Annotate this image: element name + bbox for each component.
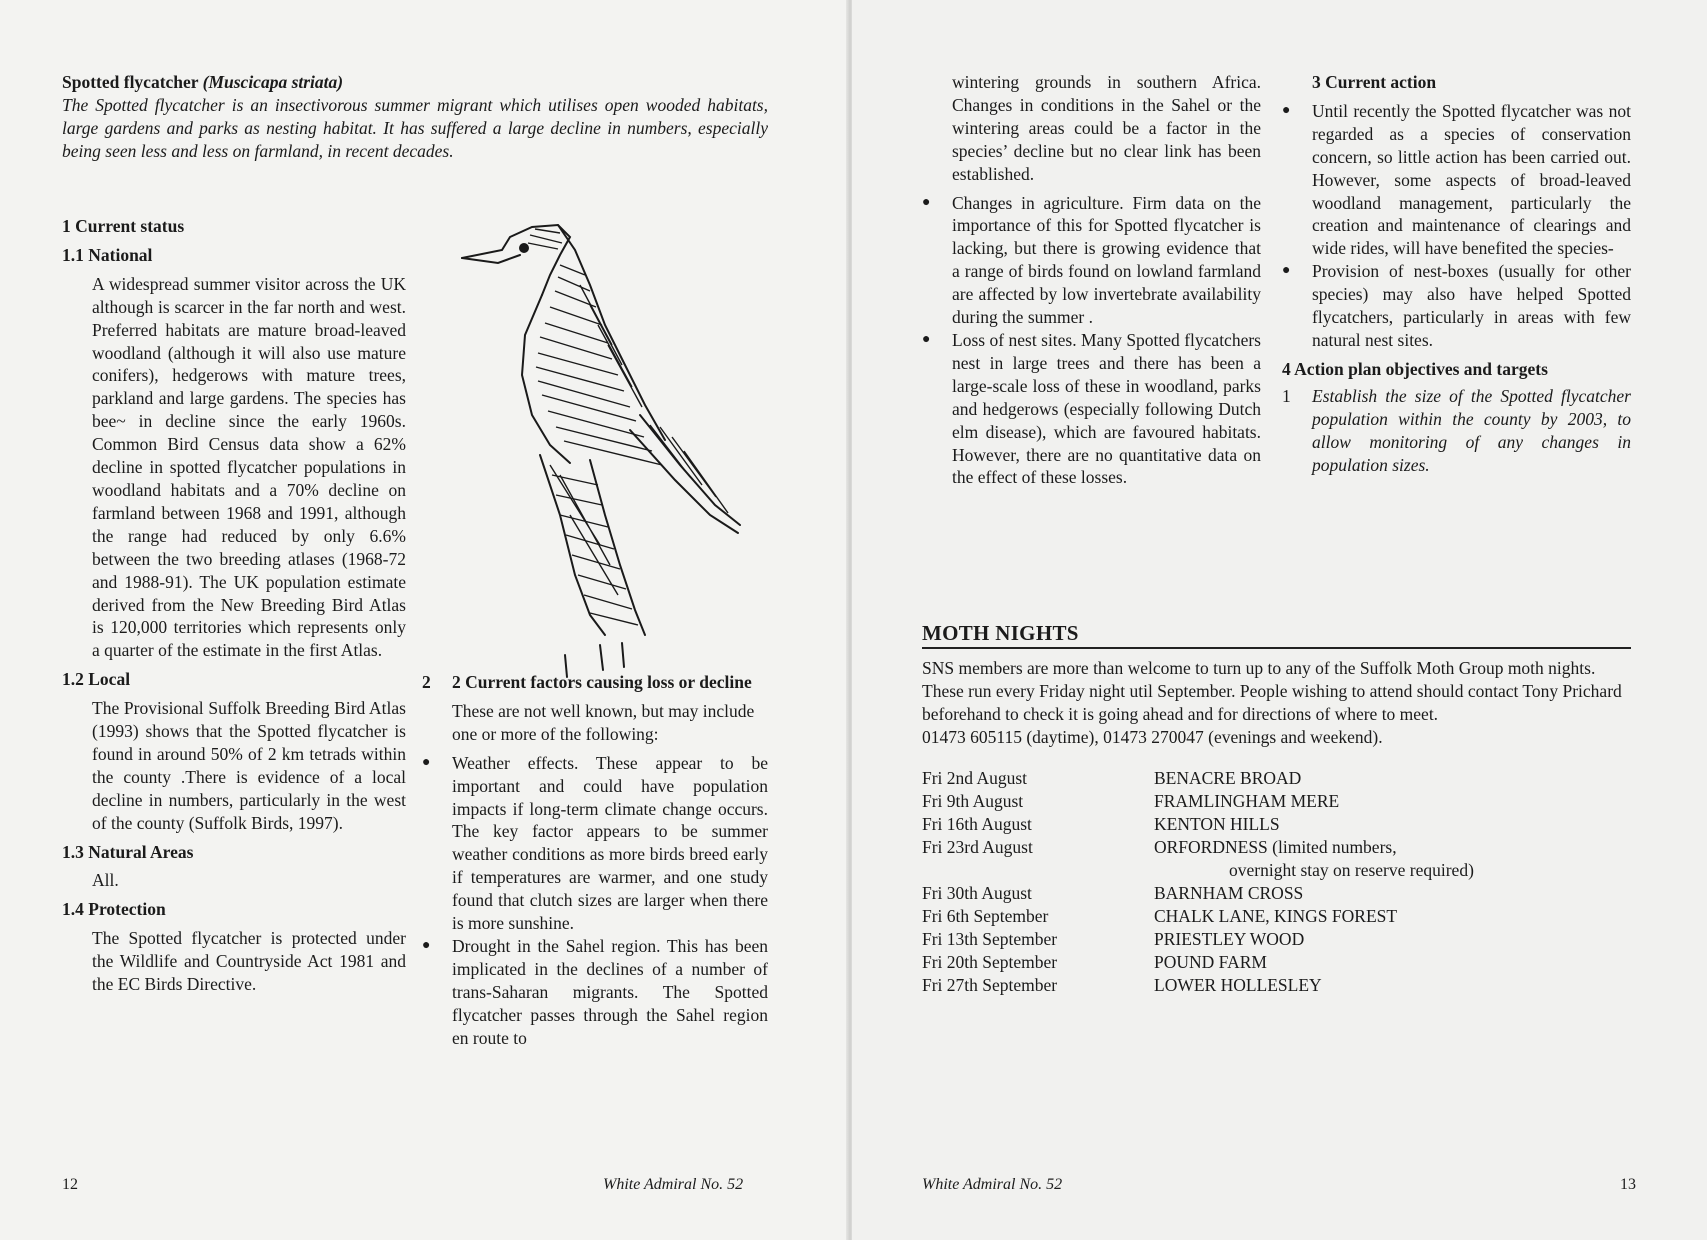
event-row [922, 813, 1474, 836]
section-1-2-heading: 1.2 Local [62, 669, 131, 690]
factor-bullet-agriculture: ● Changes in agriculture. Firm data on the importance of this for Spotted flycatcher is lacking, but there is growing evidence that a range of birds found on lowland farmland are affected by low invertebrate availability during the summer . [922, 192, 1261, 329]
event-date: Fri 16th August [922, 813, 1032, 834]
right-footer-title: White Admiral No. 52 [922, 1176, 1063, 1193]
natural-areas-text: All. [92, 870, 119, 891]
event-location: KENTON HILLS [1154, 813, 1280, 834]
section-1-4-heading: 1.4 Protection [62, 899, 166, 920]
event-date: Fri 20th September [922, 951, 1058, 972]
protection-text: The Spotted flycatcher is protected under the Wildlife and Countryside Act 1981 and the EC Birds Directive. [92, 928, 406, 995]
left-footer-title: White Admiral No. 52 [603, 1176, 744, 1193]
event-date: Fri 2nd August [922, 767, 1028, 788]
left-column [62, 215, 406, 996]
event-location: BENACRE BROAD [1154, 767, 1302, 788]
right-page-number: 13 [1620, 1176, 1636, 1193]
factors-column [422, 671, 768, 1050]
moth-contact-numbers: 01473 605115 (daytime), 01473 270047 (evenings and weekend). [922, 726, 1383, 747]
right-page [852, 0, 1707, 1240]
action-bullet-woodland: ● Until recently the Spotted flycatcher was not regarded as a species of conservation concern, so little action has been carried out. However, some aspects of broad-leaved woodland management, particularly the creation and maintenance of clearings and wide rides, will have benefited the species- [1282, 100, 1631, 260]
factor-bullet-nest-sites: ● Loss of nest sites. Many Spotted flycatchers nest in large trees and there has been a large-scale loss of these in woodland, parks and hedgerows (especially following Dutch elm disease), which are favoured habitats. However, there are no quantitative data on the effect of these losses. [922, 329, 1261, 489]
event-location: PRIESTLEY WOOD [1154, 928, 1305, 949]
event-location: BARNHAM CROSS [1154, 882, 1304, 903]
event-date: Fri 23rd August [922, 836, 1033, 857]
event-location: CHALK LANE, KINGS FOREST [1154, 905, 1398, 926]
event-row [922, 882, 1474, 905]
section-4-heading: 4 Action plan objectives and targets [1282, 358, 1548, 379]
moth-events-table [922, 767, 1474, 997]
event-location: POUND FARM [1154, 951, 1267, 972]
event-date: Fri 9th August [922, 790, 1024, 811]
moth-nights-title: MOTH NIGHTS [922, 622, 1631, 649]
spotted-flycatcher-illustration [440, 215, 750, 715]
event-date: Fri 30th August [922, 882, 1032, 903]
section-3-heading: 3 Current action [1312, 72, 1437, 92]
continued-column [922, 71, 1261, 489]
section-1-3-heading: 1.3 Natural Areas [62, 841, 194, 862]
continued-text: wintering grounds in southern Africa. Changes in conditions in the Sahel or the wintering areas could be a factor in the species’ decline but no clear link has been established. [952, 72, 1261, 184]
event-location: FRAMLINGHAM MERE [1154, 790, 1340, 811]
moth-paragraph-1: SNS members are more than welcome to turn up to any of the Suffolk Moth Group moth nights. [922, 657, 1596, 678]
moth-nights-section [922, 622, 1631, 997]
event-row [922, 928, 1474, 951]
event-row [922, 790, 1474, 813]
factors-intro: These are not well known, but may include one or more of the following: [452, 700, 755, 744]
moth-paragraph-2: These run every Friday night util September. People wishing to attend should contact Tony Prichard beforehand to check it is going ahead and for directions of where to meet. [922, 680, 1622, 724]
event-row [922, 974, 1474, 997]
left-page-number: 12 [62, 1176, 78, 1193]
local-text: The Provisional Suffolk Breeding Bird Atlas (1993) shows that the Spotted flycatcher is found in around 50% of 2 km tetrads within the county .There is evidence of a local decline in numbers, particularly in the west of the county (Suffolk Birds, 1997). [92, 698, 406, 833]
section-1-1-heading: 1.1 National [62, 244, 153, 265]
event-row [922, 836, 1474, 882]
factor-bullet-weather: ● Weather effects. These appear to be important and could have population impacts if long-term climate change occurs. The key factor appears to be summer weather conditions as more birds breed early if temperatures are warmer, and one study found that clutch sizes are larger when there is more sunshine. [422, 752, 768, 935]
national-text: A widespread summer visitor across the UK although is scarcer in the far north and west. Preferred habitats are mature broad-leaved woodland (although it will also use mature conifers), hedgerows with mature trees, parkland and large gardens. The species has bee~ in decline since the early 1960s. Common Bird Census data show a 62% decline in spotted flycatcher populations in woodland habitats and a 70% decline on farmland between 1968 and 1991, although the range had reduced by only 6.6% between the two breeding atlases (1968-72 and 1988-91). The UK population estimate derived from the New Breeding Bird Atlas is 120,000 territories which represents only a quarter of the estimate in the first Atlas. [92, 273, 406, 661]
article-header [62, 71, 768, 163]
event-date: Fri 27th September [922, 974, 1058, 995]
factor-bullet-drought: ● Drought in the Sahel region. This has been implicated in the declines of a number of trans-Saharan migrants. The Spotted flycatcher passes through the Sahel region en route to [422, 935, 768, 1050]
article-intro: The Spotted flycatcher is an insectivorous summer migrant which utilises open wooded habitats, large gardens and parks as nesting habitat. It has suffered a large decline in numbers, especially being seen less and less on farmland, in recent decades. [62, 94, 768, 161]
section-1-heading: 1 Current status [62, 216, 185, 236]
event-note: overnight stay on reserve required) [1229, 859, 1474, 880]
event-location: ORFORDNESS (limited numbers, overnight stay on reserve required) [1154, 836, 1474, 880]
event-row [922, 905, 1474, 928]
event-location: LOWER HOLLESLEY [1154, 974, 1322, 995]
event-date: Fri 13th September [922, 928, 1058, 949]
left-page [0, 0, 848, 1240]
action-bullet-nest-boxes: ● Provision of nest-boxes (usually for other species) may also have helped Spotted flycatchers, particularly in areas with few natural nest sites. [1282, 260, 1631, 352]
section-2-heading: 2 2 Current factors causing loss or decline [422, 672, 752, 692]
event-date: Fri 6th September [922, 905, 1049, 926]
event-row [922, 767, 1474, 790]
article-title: Spotted flycatcher (Muscicapa striata) [62, 72, 344, 92]
action-column [1282, 71, 1631, 476]
event-row [922, 951, 1474, 974]
objective-item: 1 Establish the size of the Spotted flycatcher population within the county by 2003, to allow monitoring of any changes in population sizes. [1282, 385, 1631, 475]
